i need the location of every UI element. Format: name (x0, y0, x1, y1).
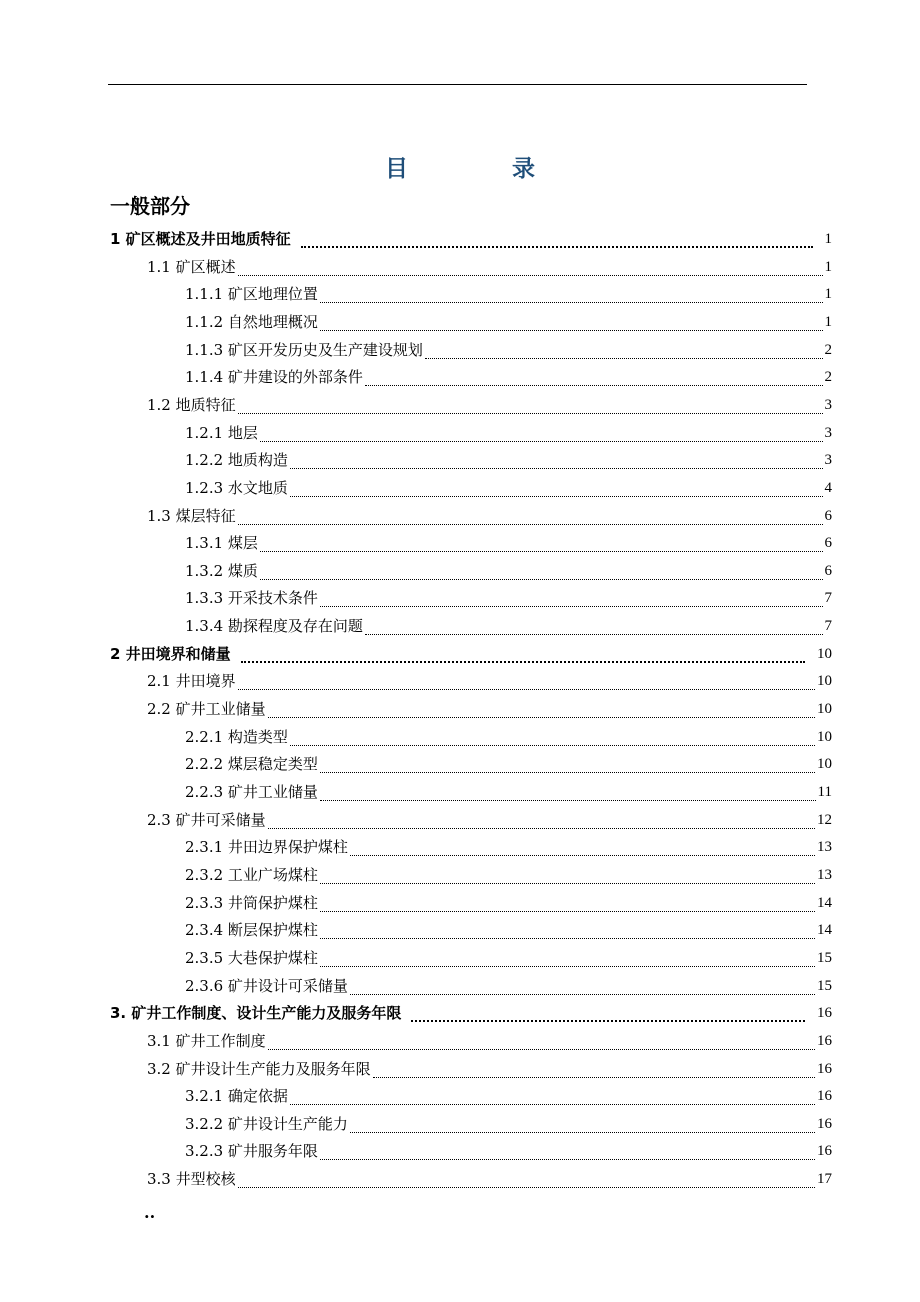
toc-entry[interactable] (185, 969, 832, 995)
toc-entry-label: 3. 矿井工作制度、设计生产能力及服务年限 (110, 1004, 402, 1023)
toc-entry-page: 10 (817, 673, 832, 690)
dot-leader (320, 593, 823, 607)
toc-entry-label: 3.2 矿井设计生产能力及服务年限 (147, 1059, 371, 1078)
toc-entry[interactable] (185, 526, 832, 552)
toc-entry-page: 16 (817, 1005, 832, 1022)
toc-entry-label: 2.2 矿井工业储量 (147, 700, 266, 719)
toc-entry-label: 1.1.4 矿井建设的外部条件 (185, 368, 363, 387)
toc-entry-label: 2.3.5 大巷保护煤柱 (185, 948, 318, 967)
toc-entry[interactable] (185, 360, 832, 386)
dot-leader (350, 842, 815, 856)
toc-entry-label: 1.3 煤层特征 (147, 506, 236, 525)
toc-entry-label: 1.1 矿区概述 (147, 257, 236, 276)
dot-leader (260, 538, 823, 552)
toc-entry[interactable] (185, 858, 832, 884)
toc-entry-label: 1.2.3 水文地质 (185, 478, 288, 497)
toc-entry-page: 2 (824, 341, 832, 358)
toc-entry[interactable] (147, 1052, 832, 1078)
toc-entry[interactable] (185, 830, 832, 856)
toc-entry-page: 1 (824, 313, 832, 330)
dot-leader (238, 676, 815, 690)
dot-leader (290, 455, 823, 469)
dot-leader (320, 787, 816, 801)
toc-entry-label: 2.3.1 井田边界保护煤柱 (185, 838, 348, 857)
toc-entry-label: 3.2.3 矿井服务年限 (185, 1142, 318, 1161)
toc-entry-label: 2 井田境界和储量 (110, 644, 231, 663)
toc-entry[interactable] (147, 1024, 832, 1050)
toc-entry-page: 7 (824, 590, 832, 607)
dot-leader (350, 981, 815, 995)
toc-entry-page: 3 (824, 424, 832, 441)
toc-entry-page: 15 (817, 949, 832, 966)
toc-entry-page: 16 (817, 1060, 832, 1077)
dot-leader (238, 511, 823, 525)
toc-entry-page: 11 (817, 784, 832, 800)
toc-entry[interactable] (185, 775, 832, 801)
toc-entry-label: 2.3 矿井可采储量 (147, 810, 266, 829)
toc-entry-label: 1.1.3 矿区开发历史及生产建设规划 (185, 340, 423, 359)
toc-entry[interactable] (185, 471, 832, 497)
toc-entry-label: 2.2.2 煤层稳定类型 (185, 755, 318, 774)
toc-entry-label: 2.2.3 矿井工业储量 (185, 783, 318, 801)
dot-leader (238, 400, 823, 414)
toc-entry-page: 13 (817, 866, 832, 883)
dot-leader (320, 759, 815, 773)
dot-leader (320, 898, 815, 912)
toc-entry-label: 2.3.4 断层保护煤柱 (185, 921, 318, 940)
toc-entry[interactable] (147, 388, 832, 414)
dot-leader (301, 235, 813, 248)
toc-entry-label: 1.1.2 自然地理概况 (185, 312, 318, 331)
toc-entry-page: 12 (817, 811, 832, 828)
dot-leader (365, 372, 823, 386)
toc-entry[interactable] (147, 692, 832, 718)
toc-entry[interactable] (185, 913, 832, 939)
header-rule (108, 84, 807, 85)
toc-entry[interactable] (147, 1162, 832, 1188)
toc-entry[interactable] (185, 941, 832, 967)
toc-entry[interactable] (147, 499, 832, 525)
toc-entry-page: 1 (824, 258, 832, 275)
toc-entry-page: 15 (817, 977, 832, 994)
dot-leader (320, 925, 815, 939)
dot-leader (260, 566, 823, 580)
toc-entry[interactable] (185, 443, 832, 469)
toc-entry-label: 3.3 井型校核 (147, 1170, 236, 1189)
dot-leader (268, 815, 815, 829)
toc-entry[interactable] (185, 554, 832, 580)
toc-entry-label: 1.2 地质特征 (147, 395, 236, 414)
toc-entry[interactable] (185, 277, 832, 303)
toc-entry-page: 7 (824, 618, 832, 635)
toc-entry[interactable] (147, 250, 832, 276)
toc-entry-label: 1.3.1 煤层 (185, 534, 258, 553)
toc-entry-label: 1.3.4 勘探程度及存在问题 (185, 617, 363, 636)
toc-entry-page: 1 (824, 231, 832, 247)
dot-leader (411, 1009, 805, 1022)
toc-entry-page: 14 (817, 894, 832, 911)
dot-leader (290, 1091, 815, 1105)
dot-leader (268, 1036, 815, 1050)
toc-entry[interactable] (185, 886, 832, 912)
toc-entry-page: 17 (817, 1171, 832, 1188)
toc-entry-page: 13 (817, 839, 832, 856)
dot-leader (290, 483, 823, 497)
toc-entry-label: 3.2.2 矿井设计生产能力 (185, 1114, 348, 1133)
footer-mark: .. (144, 1203, 156, 1222)
toc-entry-page: 6 (824, 562, 832, 579)
toc-entry-page: 16 (817, 1032, 832, 1049)
toc-entry-page: 3 (824, 452, 832, 469)
toc-entry-page: 2 (824, 369, 832, 386)
toc-entry[interactable] (185, 720, 832, 746)
dot-leader (290, 732, 815, 746)
toc-entry[interactable] (185, 581, 832, 607)
dot-leader (241, 650, 805, 663)
dot-leader (320, 953, 815, 967)
toc-entry[interactable] (185, 305, 832, 331)
dot-leader (425, 345, 823, 359)
toc-entry-page: 6 (824, 535, 832, 552)
toc-entry[interactable] (147, 664, 832, 690)
toc-entry[interactable] (185, 747, 832, 773)
dot-leader (260, 428, 823, 442)
toc-entry-page: 3 (824, 396, 832, 413)
toc-entry-label: 2.3.3 井筒保护煤柱 (185, 893, 318, 912)
dot-leader (350, 1119, 815, 1133)
toc-entry-page: 4 (824, 479, 832, 496)
toc-entry-label: 1.3.2 煤质 (185, 561, 258, 580)
toc-entry-page: 16 (817, 1143, 832, 1160)
toc-entry-page: 10 (817, 645, 832, 662)
toc-entry[interactable] (185, 416, 832, 442)
dot-leader (373, 1064, 815, 1078)
toc-entry[interactable] (185, 1079, 832, 1105)
toc-entry-label: 1.2.2 地质构造 (185, 451, 288, 470)
toc-entry-label: 2.2.1 构造类型 (185, 727, 288, 746)
toc-entry[interactable] (185, 1107, 832, 1133)
dot-leader (238, 1174, 815, 1188)
dot-leader (320, 289, 823, 303)
toc-entry-label: 2.3.2 工业广场煤柱 (185, 865, 318, 884)
dot-leader (238, 262, 823, 276)
page-title: 目 录 (384, 156, 583, 182)
toc-entry-label: 3.1 矿井工作制度 (147, 1031, 266, 1050)
toc-entry-label: 2.1 井田境界 (147, 672, 236, 691)
toc-entry-page: 10 (817, 756, 832, 773)
toc-entry[interactable] (185, 1134, 832, 1160)
toc-entry[interactable] (110, 637, 832, 663)
toc-entry[interactable] (185, 609, 832, 635)
dot-leader (320, 1146, 815, 1160)
toc-entry-page: 14 (817, 922, 832, 939)
toc-entry-label: 2.3.6 矿井设计可采储量 (185, 976, 348, 995)
toc-entry-page: 10 (817, 728, 832, 745)
toc-entry-page: 6 (824, 507, 832, 524)
toc-entry-page: 16 (817, 1088, 832, 1105)
toc-entry-label: 1.2.1 地层 (185, 423, 258, 442)
toc-entry-page: 16 (817, 1115, 832, 1132)
toc-entry[interactable] (147, 803, 832, 829)
toc-entry-page: 10 (817, 701, 832, 718)
toc-entry-label: 1 矿区概述及井田地质特征 (110, 230, 291, 248)
toc-entry-page: 1 (824, 286, 832, 303)
dot-leader (320, 317, 823, 331)
toc-entry[interactable] (110, 222, 832, 248)
toc-entry-label: 3.2.1 确定依据 (185, 1087, 288, 1106)
toc-entry[interactable] (185, 333, 832, 359)
toc-entry-label: 1.1.1 矿区地理位置 (185, 285, 318, 304)
section-heading: 一般部分 (110, 194, 190, 218)
dot-leader (268, 704, 815, 718)
toc-entry-label: 1.3.3 开采技术条件 (185, 589, 318, 608)
dot-leader (320, 870, 815, 884)
toc-entry[interactable] (110, 996, 832, 1022)
dot-leader (365, 621, 823, 635)
